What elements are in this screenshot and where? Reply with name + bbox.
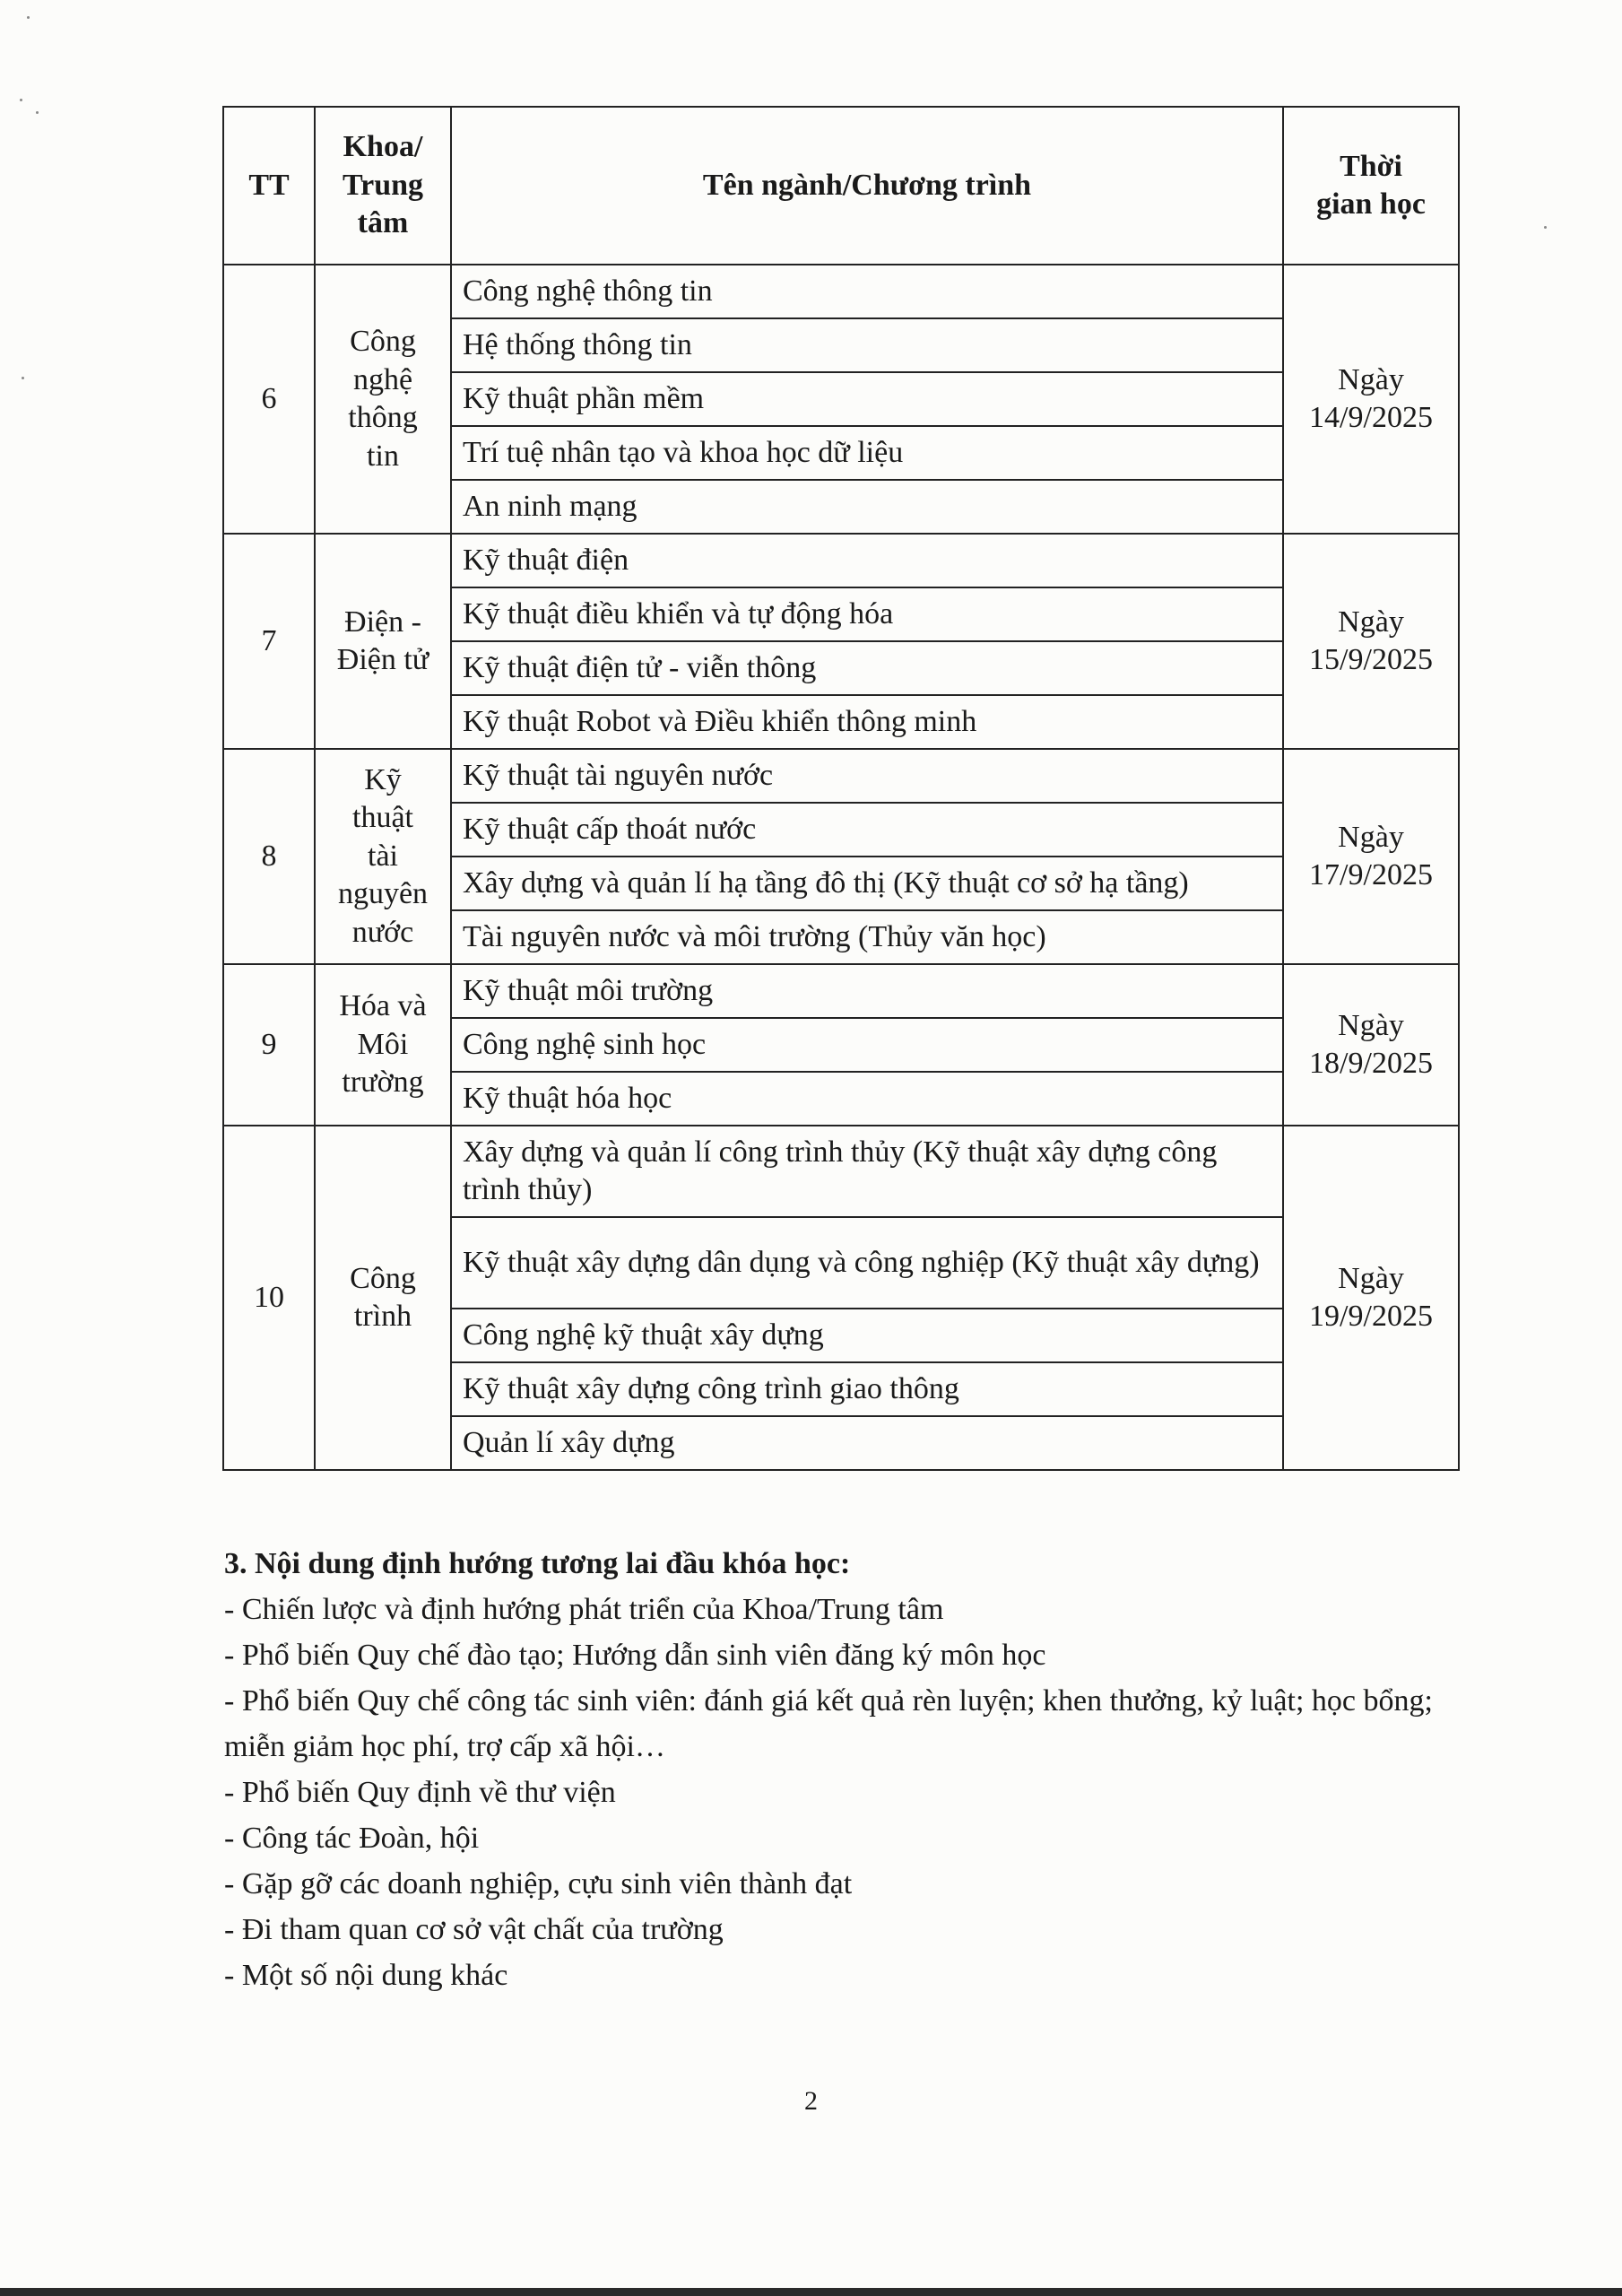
program-cell: Xây dựng và quản lí công trình thủy (Kỹ thuật xây dựng công trình thủy) <box>451 1126 1283 1217</box>
program-cell: Kỹ thuật điện tử - viễn thông <box>451 641 1283 695</box>
orientation-section <box>224 1541 1462 1998</box>
time-line: Ngày <box>1338 604 1404 639</box>
list-item: - Phổ biến Quy chế công tác sinh viên: đánh giá kết quả rèn luyện; khen thưởng, kỷ luật; học bổng; miễn giảm học phí, trợ cấp xã hội… <box>224 1684 1433 1763</box>
row-time <box>1283 964 1459 1126</box>
row-time <box>1283 265 1459 534</box>
list-item: - Công tác Đoàn, hội <box>224 1822 480 1855</box>
header-time-line: gian học <box>1316 187 1426 221</box>
row-khoa <box>315 964 451 1126</box>
time-line: Ngày <box>1338 1261 1404 1295</box>
khoa-line: Công <box>350 1261 416 1295</box>
khoa-line: thuật <box>352 801 413 835</box>
table-header-row <box>223 107 1459 265</box>
row-tt: 6 <box>223 265 315 534</box>
khoa-line: tin <box>367 439 399 473</box>
list-item: - Một số nội dung khác <box>224 1959 508 1992</box>
khoa-line: nguyên <box>337 877 429 911</box>
program-cell: Kỹ thuật phần mềm <box>451 372 1283 426</box>
khoa-line: Công <box>350 325 416 358</box>
header-khoa-line: Trung <box>342 168 424 202</box>
header-time-line: Thời <box>1340 149 1402 183</box>
khoa-line: nước <box>351 915 414 949</box>
khoa-line: Điện tử <box>336 643 429 676</box>
list-item: - Gặp gỡ các doanh nghiệp, cựu sinh viên thành đạt <box>224 1867 853 1900</box>
scan-speck <box>36 111 39 114</box>
khoa-line: Hóa và <box>339 989 427 1023</box>
header-khoa-line: Khoa/ <box>343 130 423 164</box>
khoa-line: Kỹ <box>364 762 402 796</box>
program-cell: Công nghệ thông tin <box>451 265 1283 318</box>
row-khoa <box>315 265 451 534</box>
khoa-line: trình <box>353 1300 412 1333</box>
time-line: 19/9/2025 <box>1309 1300 1433 1333</box>
program-cell: Kỹ thuật Robot và Điều khiển thông minh <box>451 695 1283 749</box>
header-tt: TT <box>223 107 315 265</box>
time-line: Ngày <box>1338 820 1404 854</box>
row-tt: 7 <box>223 534 315 749</box>
list-item: - Phổ biến Quy chế đào tạo; Hướng dẫn sinh viên đăng ký môn học <box>224 1639 1046 1672</box>
header-khoa <box>315 107 451 265</box>
program-cell: Kỹ thuật điện <box>451 534 1283 587</box>
list-item: - Chiến lược và định hướng phát triển của Khoa/Trung tâm <box>224 1593 944 1626</box>
khoa-line: nghệ <box>352 362 413 396</box>
scan-speck <box>1544 226 1547 229</box>
khoa-line: Môi <box>357 1027 409 1061</box>
scan-speck <box>20 99 22 101</box>
header-time <box>1283 107 1459 265</box>
list-item: - Đi tham quan cơ sở vật chất của trường <box>224 1913 724 1946</box>
program-cell: Xây dựng và quản lí hạ tầng đô thị (Kỹ thuật cơ sở hạ tầng) <box>451 857 1283 910</box>
program-cell: Hệ thống thông tin <box>451 318 1283 372</box>
time-line: 14/9/2025 <box>1309 401 1433 434</box>
row-tt: 10 <box>223 1126 315 1470</box>
program-cell: Kỹ thuật tài nguyên nước <box>451 749 1283 803</box>
program-cell: An ninh mạng <box>451 480 1283 534</box>
time-line: 15/9/2025 <box>1309 643 1433 676</box>
program-cell: Tài nguyên nước và môi trường (Thủy văn học) <box>451 910 1283 964</box>
header-khoa-line: tâm <box>357 206 409 240</box>
program-cell: Quản lí xây dựng <box>451 1416 1283 1470</box>
scan-speck <box>22 377 24 379</box>
table-row <box>223 265 1459 318</box>
row-tt: 9 <box>223 964 315 1126</box>
program-cell: Kỹ thuật xây dựng dân dụng và công nghiệp (Kỹ thuật xây dựng) <box>451 1217 1283 1309</box>
scan-speck <box>27 16 30 19</box>
list-item: - Phổ biến Quy định về thư viện <box>224 1776 616 1809</box>
time-line: 17/9/2025 <box>1309 858 1433 891</box>
table-row <box>223 534 1459 587</box>
table-row <box>223 749 1459 803</box>
row-khoa <box>315 534 451 749</box>
khoa-line: tài <box>368 839 398 873</box>
program-cell: Kỹ thuật cấp thoát nước <box>451 803 1283 857</box>
time-line: Ngày <box>1338 362 1404 396</box>
program-cell: Kỹ thuật xây dựng công trình giao thông <box>451 1362 1283 1416</box>
program-cell: Kỹ thuật hóa học <box>451 1072 1283 1126</box>
row-tt: 8 <box>223 749 315 964</box>
row-time <box>1283 534 1459 749</box>
page-number: 2 <box>804 2086 818 2116</box>
khoa-line: trường <box>342 1065 424 1100</box>
row-khoa <box>315 749 451 964</box>
khoa-line: Điện - <box>344 604 421 639</box>
program-cell: Công nghệ sinh học <box>451 1018 1283 1072</box>
program-cell: Trí tuệ nhân tạo và khoa học dữ liệu <box>451 426 1283 480</box>
row-time <box>1283 749 1459 964</box>
scan-edge-bar <box>0 2288 1622 2296</box>
section-heading: 3. Nội dung định hướng tương lai đầu khóa học: <box>224 1547 851 1580</box>
table-row <box>223 1126 1459 1217</box>
program-cell: Kỹ thuật môi trường <box>451 964 1283 1018</box>
time-line: Ngày <box>1338 1008 1404 1042</box>
header-program: Tên ngành/Chương trình <box>451 107 1283 265</box>
table-row <box>223 964 1459 1018</box>
schedule-table <box>222 106 1460 1471</box>
row-time <box>1283 1126 1459 1470</box>
program-cell: Kỹ thuật điều khiển và tự động hóa <box>451 587 1283 641</box>
program-cell: Công nghệ kỹ thuật xây dựng <box>451 1309 1283 1362</box>
khoa-line: thông <box>348 401 418 434</box>
row-khoa <box>315 1126 451 1470</box>
time-line: 18/9/2025 <box>1309 1047 1433 1080</box>
